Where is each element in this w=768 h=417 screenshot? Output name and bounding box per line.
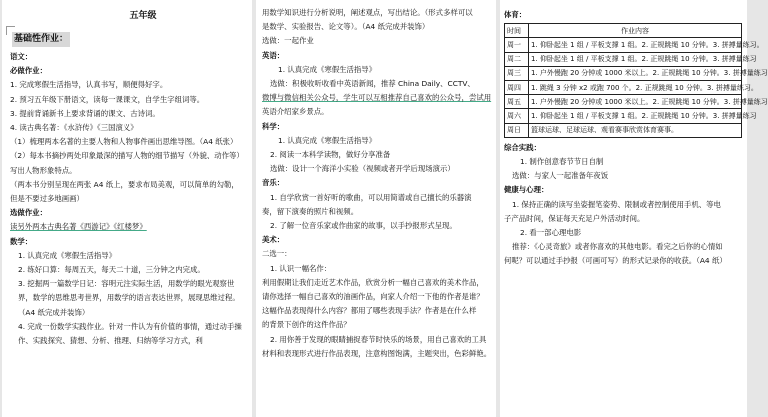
section-basic: 基础性作业： bbox=[12, 32, 70, 47]
pick-one: 二选一： bbox=[262, 249, 292, 259]
subject-chinese: 语文： bbox=[10, 52, 33, 61]
pe-schedule-table bbox=[504, 23, 768, 138]
table-header-row bbox=[505, 24, 742, 38]
table-cell-day: 周二 bbox=[505, 52, 529, 66]
optional-line: 选做：一起作业 bbox=[262, 36, 314, 46]
list-item: 1. 认真完成《寒假生活指导》 bbox=[278, 64, 377, 74]
table-cell-content: 1. 仰卧起坐 1 组 / 平板支撑 1 组。2. 正规跳绳 10 分钟。3. 拼搏量练习。 bbox=[529, 38, 742, 52]
table-row bbox=[505, 123, 742, 137]
list-item: 2. 练好口算：每周五天，每天二十道，三分钟之内完成。 bbox=[18, 265, 205, 275]
paragraph-line: 这幅作品表现得什么内容？都用了哪些表现手法？作者是在什么样 bbox=[262, 306, 477, 316]
table-row bbox=[505, 109, 742, 123]
list-item: （2）每本书摘抄两处印象最深的描写人物的细节描写（外貌、动作等）写出人物形象特点。 bbox=[10, 151, 244, 175]
subject-art: 美术： bbox=[262, 235, 285, 245]
subject-pe: 体育： bbox=[504, 10, 527, 19]
paragraph-line: 用数学知识进行分析说明，阐述观点，写出结论。（形式多样可以 bbox=[262, 8, 473, 17]
table-row bbox=[505, 66, 742, 80]
list-item: 1. 保持正确的读写坐姿握笔姿势、限制或者控制使用手机、等电 bbox=[512, 199, 721, 209]
list-item: 2. 阅读一本科学读物，做好分享准备 bbox=[270, 150, 391, 160]
subject-science: 科学： bbox=[262, 121, 285, 131]
paragraph-line: 何呢？可以通过手抄报（可画可写）的形式记录你的收获。（A4 纸） bbox=[504, 256, 727, 266]
table-cell-content: 1. 户外慢跑 20 分钟或 1000 米以上。2. 正规跳绳 10 分钟。3. 拼搏量练习 bbox=[529, 66, 742, 80]
crop-mark bbox=[6, 26, 15, 35]
paragraph-line: 利用假期让我们走近艺术作品，欣赏分析一幅自己喜欢的美术作品， bbox=[262, 277, 484, 287]
list-item: （两本书分别呈现在两张 A4 纸上，要求布局美观，可以简单的勾勒，但是不要过多地画画） bbox=[10, 179, 239, 204]
table-cell-content: 1. 仰卧起坐 1 组 / 平板支撑 1 组。2. 正规跳绳 10 分钟。3. 拼搏量练习 bbox=[529, 109, 742, 123]
document-page-2 bbox=[256, 0, 496, 417]
paragraph-line: 子产品时间，保证每天充足户外活动时间。 bbox=[504, 213, 645, 223]
document-page-1 bbox=[2, 0, 252, 417]
table-cell-day: 周六 bbox=[505, 109, 529, 123]
list-item: 奏，留下演奏的照片和视频。 bbox=[262, 206, 359, 216]
list-item: 读另外两本古典名著《西游记》《红楼梦》 bbox=[10, 222, 147, 232]
list-item: 1. 完成寒假生活指导，认真书写，顺便得好字。 bbox=[10, 80, 168, 90]
list-item: 4. 完成一份数学实践作业。针对一件认为有价值的事情，通过动手操作、实践探究、猜想、分析、推理、归纳等学习方式，利 bbox=[18, 321, 242, 346]
paragraph-line: 的背景下创作的这件作品？ bbox=[262, 320, 351, 330]
table-row bbox=[505, 95, 742, 109]
subject-math: 数学： bbox=[10, 236, 33, 246]
list-item: 选做：设计一个海洋小实验（视频或者开学后现场演示） bbox=[270, 164, 455, 174]
table-cell-content: 1. 仰卧起坐 1 组 / 平板支撑 1 组。2. 正规跳绳 10 分钟。3. 拼搏量练习 bbox=[529, 52, 742, 66]
table-cell-day: 周三 bbox=[505, 66, 529, 80]
list-item: 1. 制作创意春节节日自制 bbox=[520, 156, 604, 166]
list-item: 2. 看一部心理电影 bbox=[520, 227, 582, 237]
page-title: 五年级 bbox=[129, 11, 157, 21]
list-item: 2. 预习五年级下册语文，读每一课课文，自学生字组词等。 bbox=[10, 94, 205, 104]
subject-health: 健康与心理： bbox=[504, 185, 549, 195]
list-item: 2. 用你善于发现的眼睛捕捉春节时快乐的场景，用自己喜欢的工具 bbox=[270, 334, 487, 344]
subject-english: 英语： bbox=[262, 50, 285, 60]
list-item: 1. 认真完成《寒假生活指导》 bbox=[278, 135, 377, 145]
list-item: 选做：积极收听收看中英语新闻，推荐 China Daily、CCTV、 bbox=[270, 79, 475, 89]
list-item: 2. 了解一位音乐家或作曲家的故事，以手抄报形式呈现。 bbox=[270, 221, 457, 231]
required-heading: 必做作业： bbox=[10, 66, 47, 76]
list-item: 选做：与家人一起准备年夜饭 bbox=[512, 171, 609, 181]
optional-heading: 选做作业： bbox=[10, 208, 47, 218]
list-item: 1. 认识一幅名作： bbox=[270, 263, 332, 273]
table-row bbox=[505, 38, 742, 52]
section-heading bbox=[12, 26, 246, 47]
table-row bbox=[505, 52, 742, 66]
subject-music: 音乐： bbox=[262, 178, 285, 188]
paragraph-line: 请你选择一幅自己喜欢的油画作品，向家人介绍一下他的作者是谁？ bbox=[262, 292, 484, 302]
list-item: 1. 自学欣赏一首好听的歌曲，可以用简谱或自己擅长的乐器演 bbox=[270, 192, 472, 202]
list-item: 3. 提前背诵新书上要求背诵的课文、古诗词。 bbox=[10, 108, 160, 118]
table-cell-content: 1. 户外慢跑 20 分钟或 1000 米以上。2. 正规跳绳 10 分钟。3. 拼搏量练习 bbox=[529, 95, 742, 109]
table-cell-content: 1. 跳绳 3 分钟 x2 或跑 700 个。2. 正规跳绳 10 分钟。3. 拼搏量练习。 bbox=[529, 80, 742, 94]
list-item: 微博与微信相关公众号，学生可以互相推荐自己喜欢的公众号，尝试用 bbox=[262, 93, 492, 103]
list-item: 4. 读古典名著：《水浒传》《三国演义》 bbox=[10, 123, 138, 133]
subject-comprehensive: 综合实践： bbox=[504, 142, 541, 152]
table-header-content: 作业内容 bbox=[529, 24, 742, 38]
document-page-3 bbox=[500, 0, 768, 417]
list-item: （1）梳理两本名著的主要人物和人物事件画出思维导图。（A4 纸张） bbox=[10, 137, 238, 147]
list-item: 3. 挖掘两一篇数学日记：容明元注实际生活，用数学的眼光观察世界，数学的思维思考世界，用数学的语言表达世界，展现思维过程。（A4 纸完成并装饰） bbox=[18, 279, 240, 317]
table-cell-day: 周四 bbox=[505, 80, 529, 94]
table-row bbox=[505, 80, 742, 94]
table-cell-day: 周一 bbox=[505, 38, 529, 52]
list-item: 英语介绍家乡景点。 bbox=[262, 107, 329, 117]
table-cell-day: 周日 bbox=[505, 123, 529, 137]
table-header-day: 时间 bbox=[505, 24, 529, 38]
paragraph-line: 材料和表现形式进行作品表现，注意构图饱满，主题突出，色彩鲜艳。 bbox=[262, 348, 492, 358]
paragraph-line: 推荐：《心灵奇旅》或者你喜欢的其他电影。看完之后你的心情如 bbox=[512, 242, 723, 252]
table-cell-day: 周五 bbox=[505, 95, 529, 109]
table-cell-content: 篮球运球、足球运球、观看赛事欣赏体育赛事。 bbox=[529, 123, 742, 137]
paragraph-line: 是数学、实验报告、论文等）。（A4 纸完成并装饰） bbox=[262, 22, 430, 32]
list-item: 1. 认真完成《寒假生活指导》 bbox=[18, 250, 117, 260]
